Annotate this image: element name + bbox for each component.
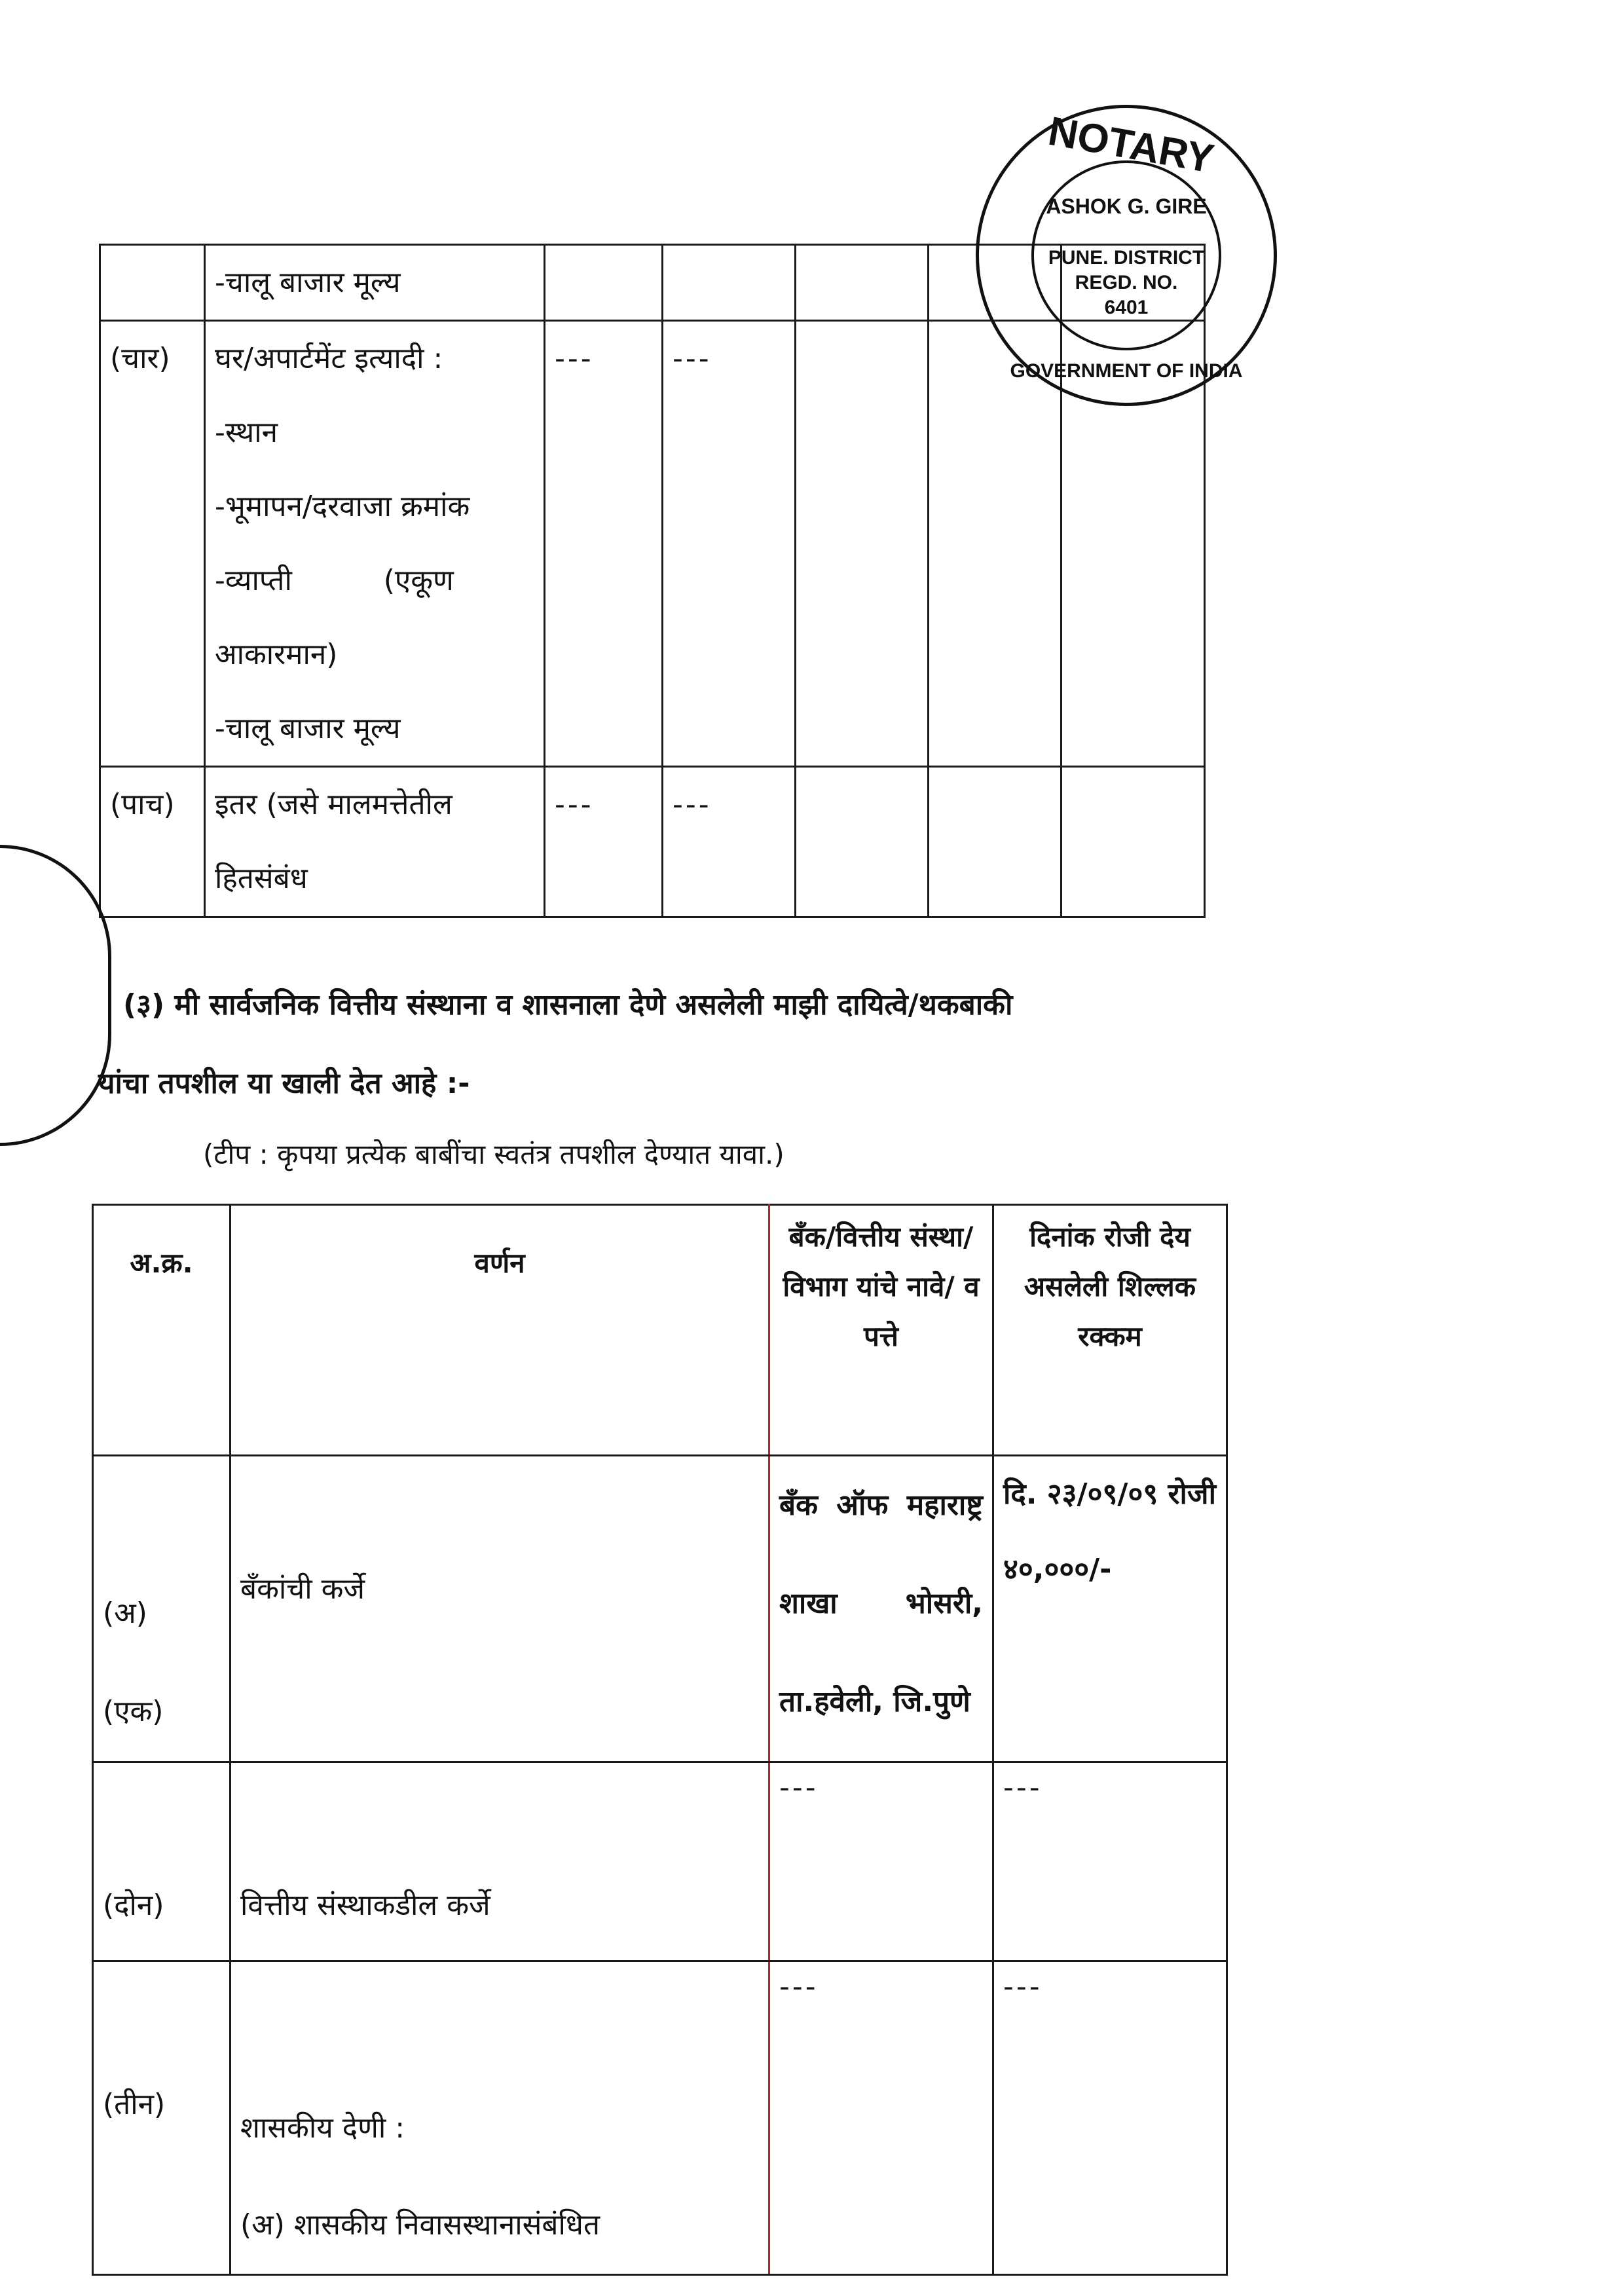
- desc-line: -चालू बाजार मूल्य: [215, 712, 401, 745]
- cell: ---: [545, 321, 663, 767]
- cell: [1061, 767, 1205, 917]
- cell: ---: [545, 767, 663, 917]
- row-description: बँकांची कर्जे: [231, 1456, 769, 1762]
- row-amount: ---: [993, 1762, 1227, 1961]
- row-bank: बँक ऑफ महाराष्ट्र शाखा भोसरी, ता.हवेली, जि.पुणे: [769, 1456, 993, 1762]
- section-note: (टीप : कृपया प्रत्येक बाबींचा स्वतंत्र तपशील देण्यात यावा.): [203, 1138, 784, 1170]
- desc-line: शासकीय देणी :: [240, 2111, 405, 2145]
- desc-line: -व्याप्ती (एकूण: [215, 564, 454, 597]
- table-row: [93, 1762, 1227, 1961]
- cell: [796, 321, 929, 767]
- row-description: [231, 1961, 769, 2275]
- desc-line: -भूमापन/दरवाजा क्रमांक: [215, 490, 470, 523]
- row-description: [205, 321, 545, 767]
- cell: [663, 245, 796, 321]
- table-row: [100, 767, 1205, 917]
- section-heading-line2: यांचा तपशील या खाली देत आहे :-: [98, 1067, 470, 1100]
- desc-line: इतर (जसे मालमत्तेतील: [215, 788, 452, 821]
- stamp-district: PUNE. DISTRICT REGD. NO. 6401: [1048, 247, 1205, 318]
- desc-subline: (अ) शासकीय निवासस्थानासंबंधित: [240, 2208, 600, 2242]
- stamp-title: NOTARY: [1044, 108, 1217, 182]
- row-bank: ---: [769, 1961, 993, 2275]
- row-bank: ---: [769, 1762, 993, 1961]
- row-number: [100, 245, 205, 321]
- liabilities-table: [92, 1204, 1228, 2276]
- row-description: -चालू बाजार मूल्य: [205, 245, 545, 321]
- row-number: (पाच): [100, 767, 205, 917]
- table-header: [93, 1205, 1227, 1456]
- row-number: (तीन): [93, 1961, 231, 2275]
- table-row: [93, 1456, 1227, 1762]
- row-number: (अ) (एक): [93, 1456, 231, 1762]
- stamp-name: ASHOK G. GIRE: [1046, 194, 1207, 218]
- row-amount: दि. २३/०९/०९ रोजी ४०,०००/-: [993, 1456, 1227, 1762]
- row-number: (दोन): [93, 1762, 231, 1961]
- header-bank: बँक/वित्तीय संस्था/ विभाग यांचे नावे/ व पत्ते: [769, 1205, 993, 1456]
- cell: [796, 245, 929, 321]
- row-description: [205, 767, 545, 917]
- section-heading-line1: (३) मी सार्वजनिक वित्तीय संस्थाना व शासनाला देणे असलेली माझी दायित्वे/थकबाकी: [123, 988, 1013, 1022]
- desc-line: -स्थान: [215, 416, 278, 449]
- cell: [545, 245, 663, 321]
- cell: [929, 767, 1061, 917]
- notary-stamp: [976, 105, 1283, 413]
- table-row: [93, 1961, 1227, 2275]
- stamp-bottom: GOVERNMENT OF INDIA: [1010, 360, 1243, 382]
- desc-line: हितसंबंध: [215, 862, 308, 895]
- partial-stamp: [0, 845, 111, 1146]
- row-amount: ---: [993, 1961, 1227, 2275]
- desc-line: घर/अपार्टमेंट इत्यादी :: [215, 342, 443, 375]
- cell: [796, 767, 929, 917]
- cell: ---: [663, 767, 796, 917]
- cell: ---: [663, 321, 796, 767]
- row-number: (चार): [100, 321, 205, 767]
- row-description: वित्तीय संस्थाकडील कर्जे: [231, 1762, 769, 1961]
- header-amount: दिनांक रोजी देय असलेली शिल्लक रक्कम: [993, 1205, 1227, 1456]
- desc-line: आकारमान): [215, 638, 338, 671]
- header-description: वर्णन: [231, 1205, 769, 1456]
- header-serial: अ.क्र.: [93, 1205, 231, 1456]
